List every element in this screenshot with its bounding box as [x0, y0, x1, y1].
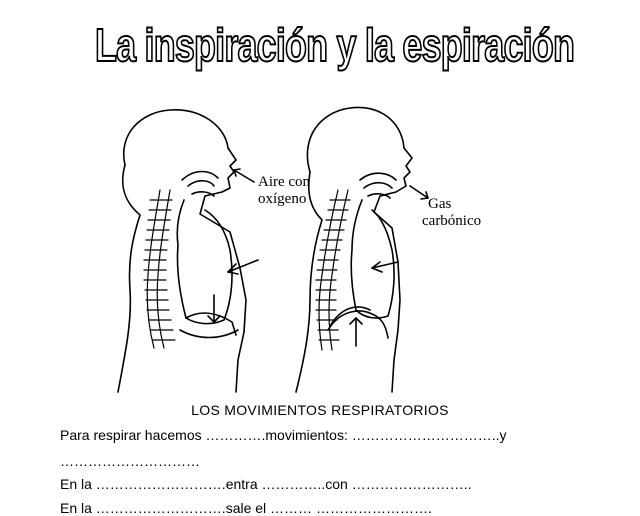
worksheet-line: En la ……………………….sale el ……… ……………………. — [60, 500, 432, 516]
worksheet-line: Para respirar hacemos ………….movimientos: …………………………..y — [60, 427, 507, 443]
worksheet-line: ………………………… — [60, 453, 200, 469]
inhale-label-line2: oxígeno — [258, 191, 307, 207]
inhale-label-line1: Aire con — [258, 174, 311, 190]
exhale-label-line2: carbónico — [422, 213, 482, 229]
air-in-arrow — [234, 170, 254, 182]
section-heading: LOS MOVIMIENTOS RESPIRATORIOS — [191, 402, 449, 418]
exhalation-spine — [316, 190, 350, 350]
inhalation-spine — [144, 190, 175, 348]
page-title: La inspiración y la espiración — [95, 19, 575, 71]
inhalation-body-drawing — [118, 110, 258, 392]
worksheet-line: En la ……………………….entra …………..con …………………….. — [60, 476, 472, 492]
exhale-label-line1: Gas — [428, 196, 452, 212]
exhalation-body-drawing — [296, 107, 412, 392]
